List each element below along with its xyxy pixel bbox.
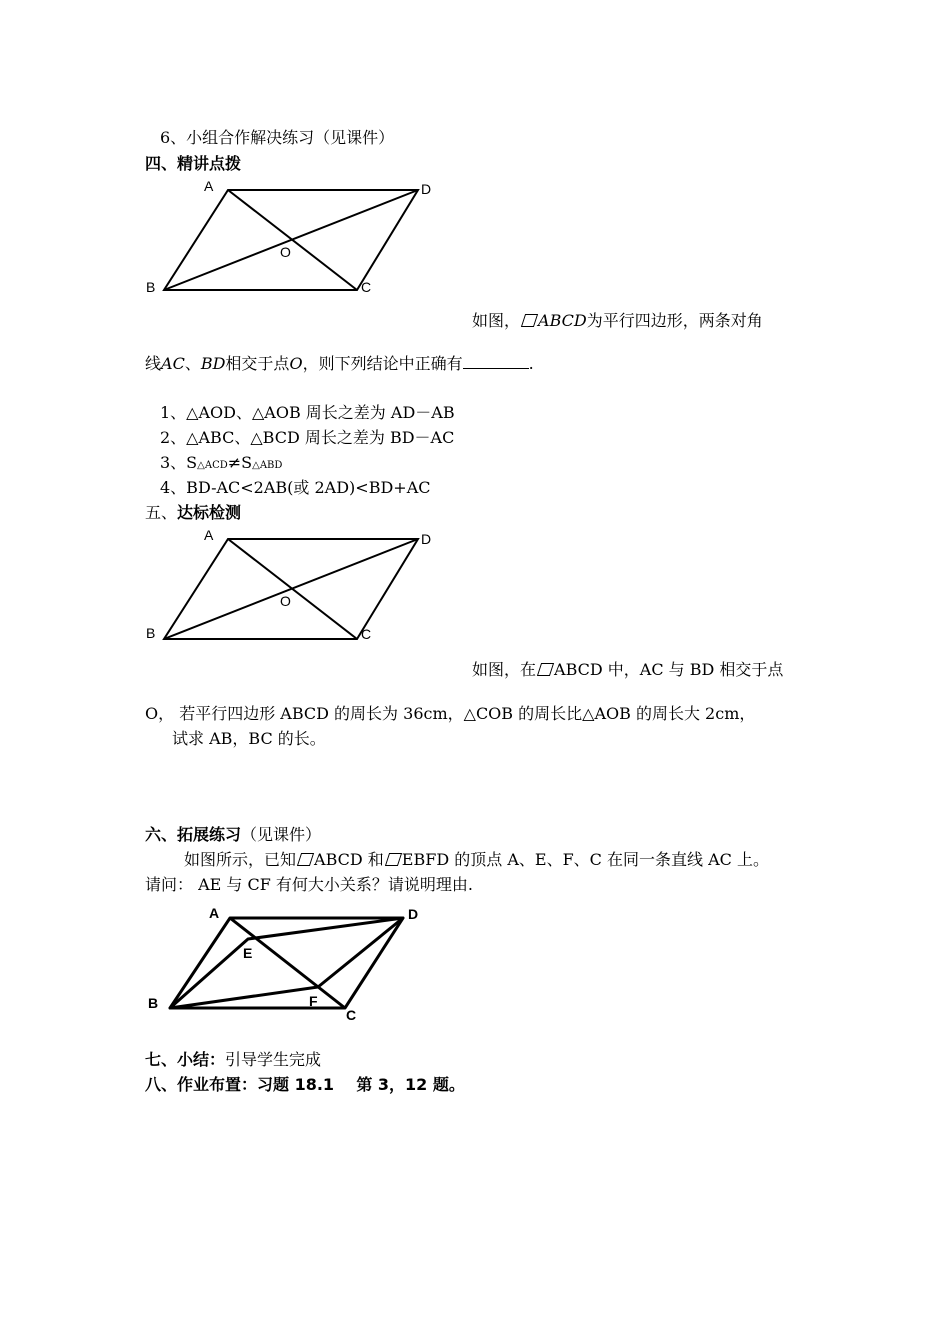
question-2-line-1: 如图，在 ABCD 中，AC 与 BD 相交于点 [472, 660, 784, 679]
question-2-line-2: O， 若平行四边形 ABCD 的周长为 36cm，△COB 的周长比△AOB 的周长大 2cm， [145, 704, 756, 723]
fig3-label-d: D [408, 906, 419, 922]
fig3-label-b: B [148, 995, 159, 1011]
question-2-line-3: 试求 AB，BC 的长。 [172, 729, 326, 748]
section-8-heading: 八、作业布置：习题 18.1 第 3，12 题。 [145, 1075, 465, 1094]
fig1-label-b: B [146, 279, 156, 295]
fig3-diagonal-ac [230, 918, 345, 1008]
fig3-label-a: A [209, 905, 220, 921]
section-7-heading: 七、小结：引导学生完成 [145, 1050, 322, 1069]
fig2-label-o: O [280, 593, 291, 609]
fig2-label-a: A [204, 527, 214, 543]
fig3-label-c: C [346, 1007, 357, 1023]
item-6: 6、小组合作解决练习（见课件） [160, 128, 395, 147]
option-4: 4、BD-AC<2AB(或 2AD)<BD+AC [160, 478, 431, 497]
section-4-heading: 四、精讲点拨 [145, 154, 242, 173]
option-3: 3、S△ACD≠S△ABD [160, 453, 283, 472]
fig1-label-c: C [361, 279, 372, 295]
section-6-heading: 六、拓展练习（见课件） [145, 825, 322, 844]
question-1-line-1: 如图， ABCD为平行四边形，两条对角 [472, 311, 763, 330]
question-3-line-2: 请问： AE 与 CF 有何大小关系？请说明理由. [145, 875, 474, 894]
fig2-label-c: C [361, 626, 372, 642]
fig1-label-d: D [421, 181, 432, 197]
option-2: 2、△ABC、△BCD 周长之差为 BD－AC [160, 428, 455, 447]
fig2-label-b: B [146, 625, 156, 641]
fig2-label-d: D [421, 531, 432, 547]
section-5-heading: 五、达标检测 [145, 503, 242, 522]
fig1-label-o: O [280, 244, 291, 260]
option-1: 1、△AOD、△AOB 周长之差为 AD－AB [160, 403, 455, 422]
fig3-label-f: F [309, 993, 318, 1009]
fig1-label-a: A [204, 178, 214, 194]
question-1-line-2: 线AC、BD相交于点O，则下列结论中正确有 . [145, 354, 534, 373]
question-3-line-1: 如图所示，已知 ABCD 和 EBFD 的顶点 A、E、F、C 在同一条直线 AC 上。 [184, 850, 769, 869]
fig3-label-e: E [243, 945, 253, 961]
